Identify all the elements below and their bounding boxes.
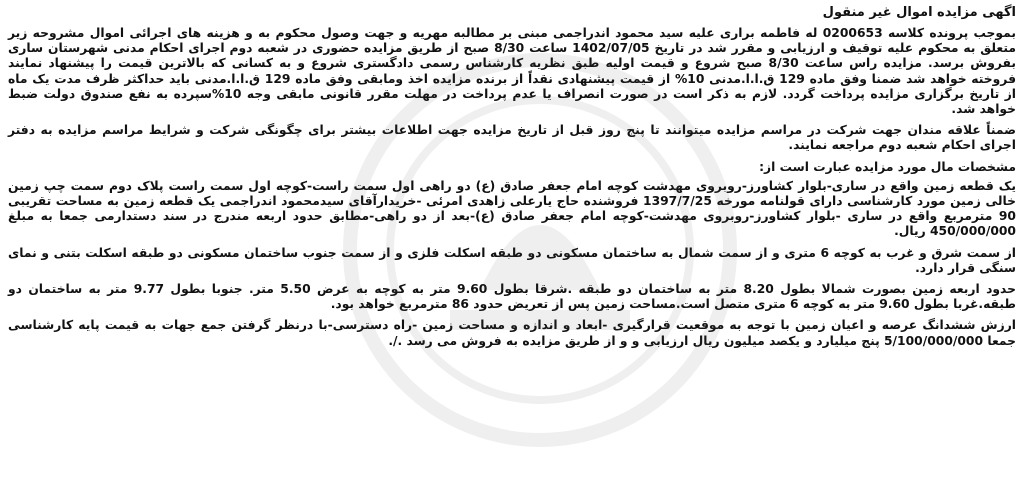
spec-paragraph-boundaries: حدود اربعه زمین بصورت شمالا بطول 8.20 متر به ساختمان دو طبقه .شرقا بطول 9.60 متر به کوچه به عرض 5.50 متر. جنوبا بطول 9.77 متر به ساختمان دو طبقه.غربا بطول 9.60 متر به کوچه 6 متری متصل است.مساحت زمین پس از تعریض حدود 86 مترمربع خواهد بود. <box>8 282 1016 312</box>
spec-paragraph-location: یک قطعه زمین واقع در ساری-بلوار کشاورز-روبروی مهدشت کوچه امام جعفر صادق (ع) دو راهی اول سمت راست-کوچه اول سمت راست پلاک دوم سمت چپ زمین خالی زمین مورد کارشناسی دارای قولنامه مورخه 1397/7/25 فروشنده حاج یارعلی زاهدی امرئی -خریدارآقای سیدمحمود اندراجمی یک قطعه زمین به مساحت تقریبی 90 مترمربع واقع در ساری -بلوار کشاورز-روبروی مهدشت-کوچه امام جعفر صادق (ع)-بعد از دو راهی-مطابق حدود اربعه مندرج در سند دستدارمی جمعا به مبلغ 450/000/000 ریال. <box>8 178 1017 239</box>
notice-title: اگهی مزایده اموال غیر منقول <box>822 5 1016 20</box>
notice-paragraph-participation: ضمناً علاقه مندان جهت شرکت در مراسم مزایده میتوانند تا پنج روز قبل از تاریخ مزایده جهت اطلاعات بیشتر برای چگونگی شرکت و شرایط مراسم مزایده به دفتر اجرای احکام شعبه دوم مراجعه نمایند. <box>8 123 1016 153</box>
specs-heading: مشخصات مال مورد مزایده عبارت است از: <box>759 159 1016 174</box>
spec-paragraph-neighbors: از سمت شرق و غرب به کوچه 6 متری و از سمت شمال به ساختمان مسکونی دو طبقه اسکلت فلزی و از سمت جنوب ساختمان مسکونی دو طبقه اسکلت بتنی و نمای سنگی قرار دارد. <box>8 245 1016 275</box>
spec-paragraph-valuation: ارزش ششدانگ عرصه و اعیان زمین با توجه به موقعیت قرارگیری -ابعاد و اندازه و مساحت زمین -راه دسترسی-با درنظر گرفتن جمع جهات به قیمت پایه کارشناسی جمعا 5/100/000/000 پنج میلیارد و یکصد میلیون ریال ارزیابی و و از طریق مزایده به فروش می رسد ./. <box>8 318 1016 348</box>
notice-paragraph-case: بموجب پرونده کلاسه 0200653 له فاطمه براری علیه سید محمود اندراجمی مبنی بر مطالبه مهریه و جهت وصول محکوم به و هزینه های اجرائی اموال مشروحه زیر متعلق به محکوم علیه توقیف و ارزیابی و مقرر شد در تاریخ 1402/07/05 ساعت 8/30 صبح از طریق مزایده حضوری در شعبه دوم اجرای احکام مدنی شهرستان ساری بفروش برسد. مزایده راس ساعت 8/30 صبح شروع و قیمت اولیه طبق نظریه کارشناس رسمی دادگستری شروع و به کسانی که بالاترین قیمت را پیشنهاد نمایند فروخته خواهد شد ضمنا وفق ماده 129 ق.ا.ا.مدنی 10% از قیمت پیشنهادی نقداً از برنده مزایده اخذ ومابقی وفق ماده 129 ق.ا.ا.مدنی باید حداکثر ظرف مدت یک ماه از تاریخ برگزاری مزایده پرداخت گردد. لازم به ذکر است در صورت انصراف یا عدم پرداخت در مهلت مقرر قانونی مابقی وجه 10%سپرده به نفع صندوق دولت ضبط خواهد شد. <box>8 26 1016 117</box>
